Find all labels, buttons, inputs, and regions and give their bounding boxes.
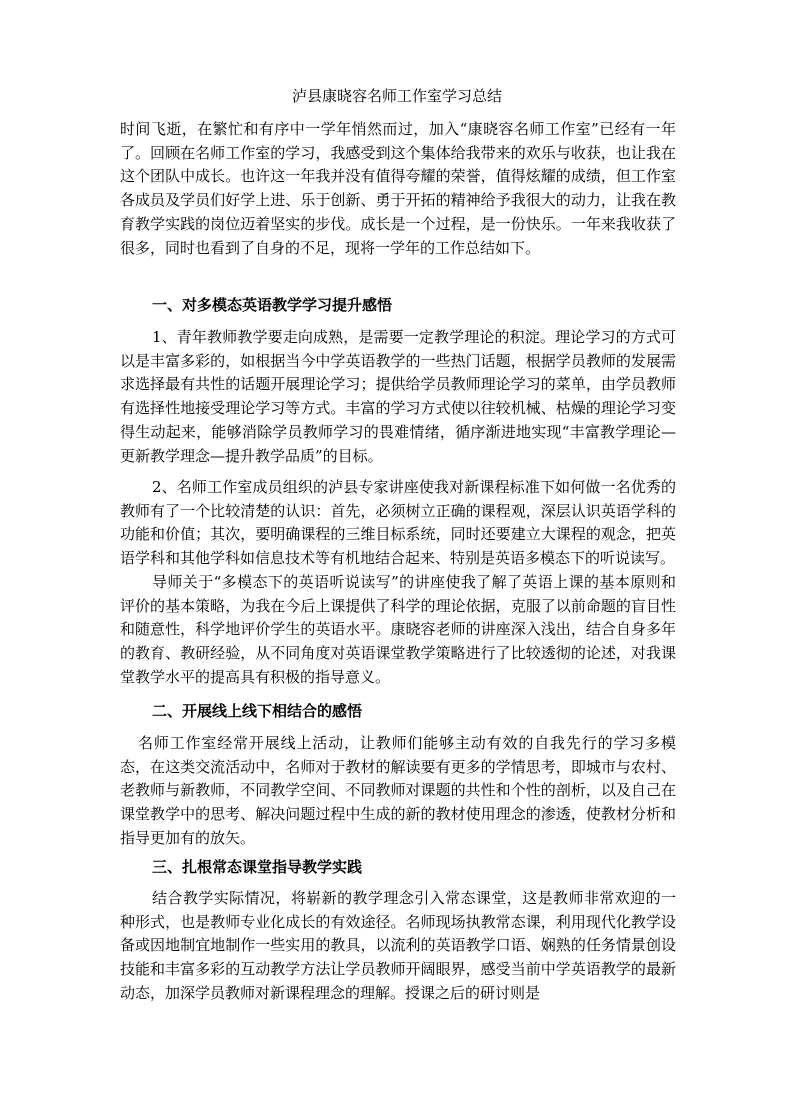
- section1-paragraph-2: 2、名师工作室成员组织的泸县专家讲座使我对新课程标准下如何做一名优秀的教师有了一个比较清楚的认识：首先，必须树立正确的课程观，深层认识英语学科的功能和价值；其次，要明确课程的三维目标系统，同时还要建立大课程的观念，把英语学科和其他学科如信息技术等有机地结合起来、特别是英语多模态下的听说读写。: [120, 478, 676, 568]
- section3-heading: 三、扎根常态课堂指导教学实践: [152, 858, 363, 876]
- section1-paragraph-1: 1、青年教师教学要走向成熟，是需要一定教学理论的积淀。理论学习的方式可以是丰富多彩的，如根据当今中学英语教学的一些热门话题，根据学员教师的发展需求选择最有共性的话题开展理论学习；提供给学员教师理论学习的菜单，由学员教师有选择性地接受理论学习等方式。丰富的学习方式使以往较机械、枯燥的理论学习变得生动起来，能够消除学员教师学习的畏难情绪，循序渐进地实现“丰富教学理论—更新教学理念—提升教学品质”的目标。: [120, 328, 676, 465]
- document-title: 泸县康晓容名师工作室学习总结: [291, 87, 502, 105]
- section1-heading: 一、对多模态英语教学学习提升感悟: [152, 296, 393, 314]
- section2-heading: 二、开展线上线下相结合的感悟: [152, 702, 363, 720]
- section3-paragraph-1: 结合教学实际情况，将崭新的教学理念引入常态课堂，这是教师非常欢迎的一种形式，也是教师专业化成长的有效途径。名师现场执教常态课，利用现代化教学设备或因地制宜地制作一些实用的教具，以流利的英语教学口语、娴熟的任务情景创设技能和丰富多彩的互动教学方法让学员教师开阔眼界，感受当前中学英语教学的最新动态，加深学员教师对新课程理念的理解。授课之后的研讨则是: [120, 889, 676, 1002]
- section1-paragraph-3: 导师关于“多模态下的英语听说读写”的讲座使我了解了英语上课的基本原则和评价的基本策略，为我在今后上课提供了科学的理论依据，克服了以前命题的盲目性和随意性，科学地评价学生的英语水平。康晓容老师的讲座深入浅出，结合自身多年的教育、教研经验，从不同角度对英语课堂教学策略进行了比较透彻的论述，对我课堂教学水平的提高具有积极的指导意义。: [120, 573, 676, 686]
- section2-paragraph-1: 名师工作室经常开展线上活动，让教师们能够主动有效的自我先行的学习多模态，在这类交流活动中，名师对于教材的解读要有更多的学情思考，即城市与农村、老教师与新教师，不同教学空间、不同教师对课题的共性和个性的剖析，以及自己在课堂教学中的思考、解决问题过程中生成的新的教材使用理念的渗透，使教材分析和指导更加有的放矢。: [120, 734, 676, 847]
- intro-paragraph: 时间飞逝，在繁忙和有序中一学年悄然而过，加入“康晓容名师工作室”已经有一年了。回顾在名师工作室的学习，我感受到这个集体给我带来的欢乐与收获，也让我在这个团队中成长。也许这一年我并没有值得夸耀的荣誉，值得炫耀的成绩，但工作室各成员及学员们好学上进、乐于创新、勇于开拓的精神给予我很大的动力，让我在教育教学实践的岗位迈着坚实的步伐。成长是一个过程，是一份快乐。一年来我收获了很多，同时也看到了自身的不足，现将一学年的工作总结如下。: [120, 120, 676, 257]
